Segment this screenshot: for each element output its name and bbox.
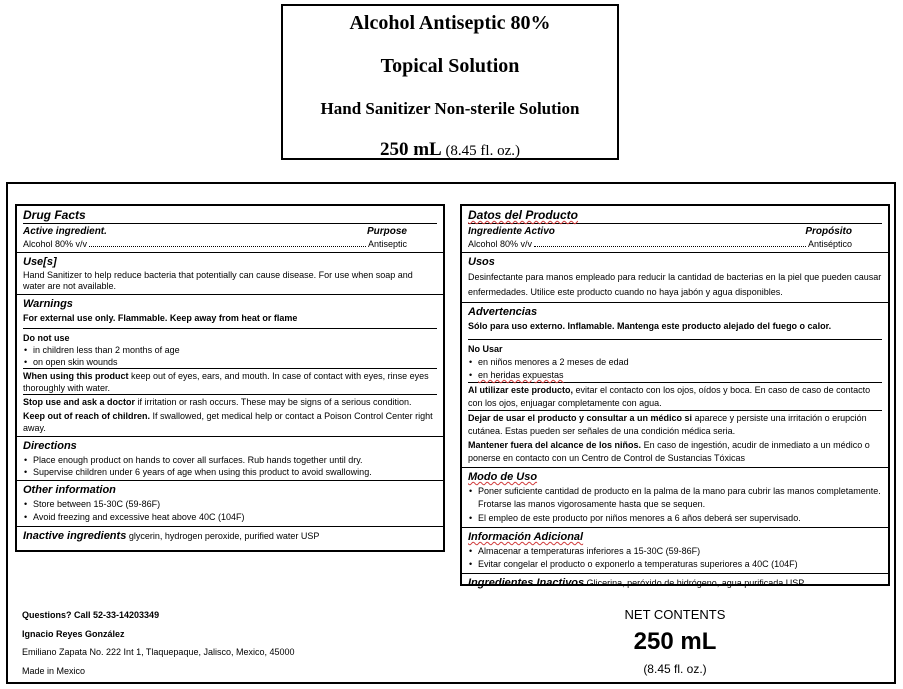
net-contents-label: NET CONTENTS (624, 607, 726, 622)
do-not-use-label: Do not use (23, 333, 70, 343)
no-usar-item: • en heridas expuestas (468, 369, 882, 382)
inactive-title: Inactive ingredients (23, 530, 127, 542)
advertencias-title: Advertencias (468, 306, 538, 318)
warnings-section (17, 294, 443, 436)
no-usar-label: No Usar (468, 344, 503, 354)
directions-section (17, 436, 443, 480)
uses-text: Hand Sanitizer to help reduce bacteria that potentially can cause disease. For use when soap and water are not available. (23, 270, 413, 291)
mantener-fuera-block: Mantener fuera del alcance de los niños. En caso de ingestión, acudir de inmediato a un médico o ponerse en contacto con un Centro de Control de Sustancias Tóxicas (468, 440, 870, 463)
company-address: Emiliano Zapata No. 222 Int 1, Tlaquepaque, Jalisco, Mexico, 45000 (22, 647, 295, 657)
stop-use-block: Stop use and ask a doctor if irritation or rash occurs. These may be signs of a serious condition. (23, 394, 437, 408)
product-volume (283, 139, 617, 161)
other-info-item: • Store between 15-30C (59-86F) (23, 498, 437, 511)
volume-ml: 250 mL (379, 139, 441, 160)
ingredientes-inactivos-title: Ingredientes Inactivos (468, 577, 585, 589)
net-volume: 250 mL (633, 628, 717, 655)
drug-facts-title: Drug Facts (23, 208, 86, 222)
modo-de-uso-title: Modo de Uso (468, 471, 538, 483)
drug-facts-header (17, 206, 443, 252)
product-description: Hand Sanitizer Non-sterile Solution (320, 99, 580, 118)
directions-title: Directions (23, 440, 77, 452)
inactive-section (17, 526, 443, 546)
ingrediente-activo-label: Ingrediente Activo (468, 226, 555, 237)
informacion-adicional-section (462, 527, 888, 573)
other-info-title: Other information (23, 484, 116, 496)
other-info-item: • Avoid freezing and excessive heat above 40C (104F) (23, 511, 437, 524)
directions-item: • Supervise children under 6 years of age when using this product to avoid swallowing. (23, 466, 437, 478)
product-form: Topical Solution (380, 55, 520, 77)
usos-title: Usos (468, 256, 495, 268)
purpose-value: Antiseptic (367, 239, 407, 249)
no-usar-item: • en niños menores a 2 meses de edad (468, 356, 882, 369)
ingredientes-inactivos-text: Glicerina, peróxido de hidrógeno, agua purificada USP (584, 578, 805, 588)
datos-title: Datos del Producto (468, 208, 579, 222)
uses-section (17, 252, 443, 294)
al-utilizar-block: Al utilizar este producto, evitar el contacto con los ojos, oídos y boca. En caso de caso de contacto con los ojos, enjuagar completamente con agua. (468, 382, 882, 410)
dejar-de-usar-block: Dejar de usar el producto y consultar a un médico si aparece y persiste una irritación o erupción cutánea. Estas pueden ser señales de una condición médica seria. (468, 410, 882, 438)
directions-item: • Place enough product on hands to cover all surfaces. Rub hands together until dry. (23, 454, 437, 466)
company-name: Ignacio Reyes González (22, 629, 125, 639)
made-in: Made in Mexico (22, 666, 86, 676)
when-using-block: When using this product keep out of eyes, ears, and mouth. In case of contact with eyes, rinse eyes thoroughly with water. (23, 368, 437, 394)
modo-de-uso-item: • El empleo de este producto por niños menores a 6 años deberá ser supervisado. (468, 511, 882, 525)
warnings-text: For external use only. Flammable. Keep away from heat or flame (23, 312, 437, 329)
ingrediente-activo-value: Alcohol 80% v/v (468, 239, 533, 249)
active-ingredient-label: Active ingredient. (23, 226, 107, 237)
purpose-label: Purpose (366, 226, 407, 237)
warnings-title: Warnings (23, 298, 73, 310)
proposito-value: Antiséptico (807, 239, 852, 249)
usos-section (462, 252, 888, 302)
datos-header (462, 206, 888, 252)
advertencias-section (462, 302, 888, 467)
inactive-text: glycerin, hydrogen peroxide, purified water USP (126, 531, 320, 541)
do-not-use-item: • in children less than 2 months of age (23, 344, 437, 356)
advertencias-text: Sólo para uso externo. Inflamable. Mantenga este producto alejado del fuego o calor. (468, 320, 882, 340)
other-info-section (17, 480, 443, 526)
modo-de-uso-section (462, 467, 888, 527)
active-ingredient-value: Alcohol 80% v/v (23, 239, 88, 249)
ingredientes-inactivos-section (462, 573, 888, 593)
informacion-adicional-item: • Almacenar a temperaturas inferiores a 15-30C (59-86F) (468, 545, 882, 558)
drug-facts-panel (15, 204, 445, 552)
informacion-adicional-title: Información Adicional (468, 531, 584, 543)
proposito-label: Propósito (805, 226, 852, 237)
keep-out-block: Keep out of reach of children. If swallowed, get medical help or contact a Poison Control Center right away. (23, 411, 433, 433)
questions-line: Questions? Call 52-33-14203349 (22, 610, 160, 620)
usos-text: Desinfectante para manos empleado para reducir la cantidad de bacterias en la piel que pueden causar enfermedades. Utilice este producto cuando no haya jabón y agua disponibles. (468, 272, 882, 297)
product-title-box (281, 4, 619, 160)
uses-title: Use[s] (23, 256, 57, 268)
do-not-use-item: • on open skin wounds (23, 356, 437, 368)
datos-producto-panel (460, 204, 890, 589)
informacion-adicional-item: • Evitar congelar el producto o exponerlo a temperaturas superiores a 40C (104F) (468, 558, 882, 571)
volume-fl-oz: (8.45 fl. oz.) (445, 143, 520, 159)
net-volume-fl-oz: (8.45 fl. oz.) (643, 662, 707, 676)
modo-de-uso-item: • Poner suficiente cantidad de producto en la palma de la mano para cubrir las manos completamente. Frotarse las manos vigorosamente hasta que se sequen. (468, 485, 882, 511)
product-name: Alcohol Antiseptic 80% (349, 12, 551, 34)
